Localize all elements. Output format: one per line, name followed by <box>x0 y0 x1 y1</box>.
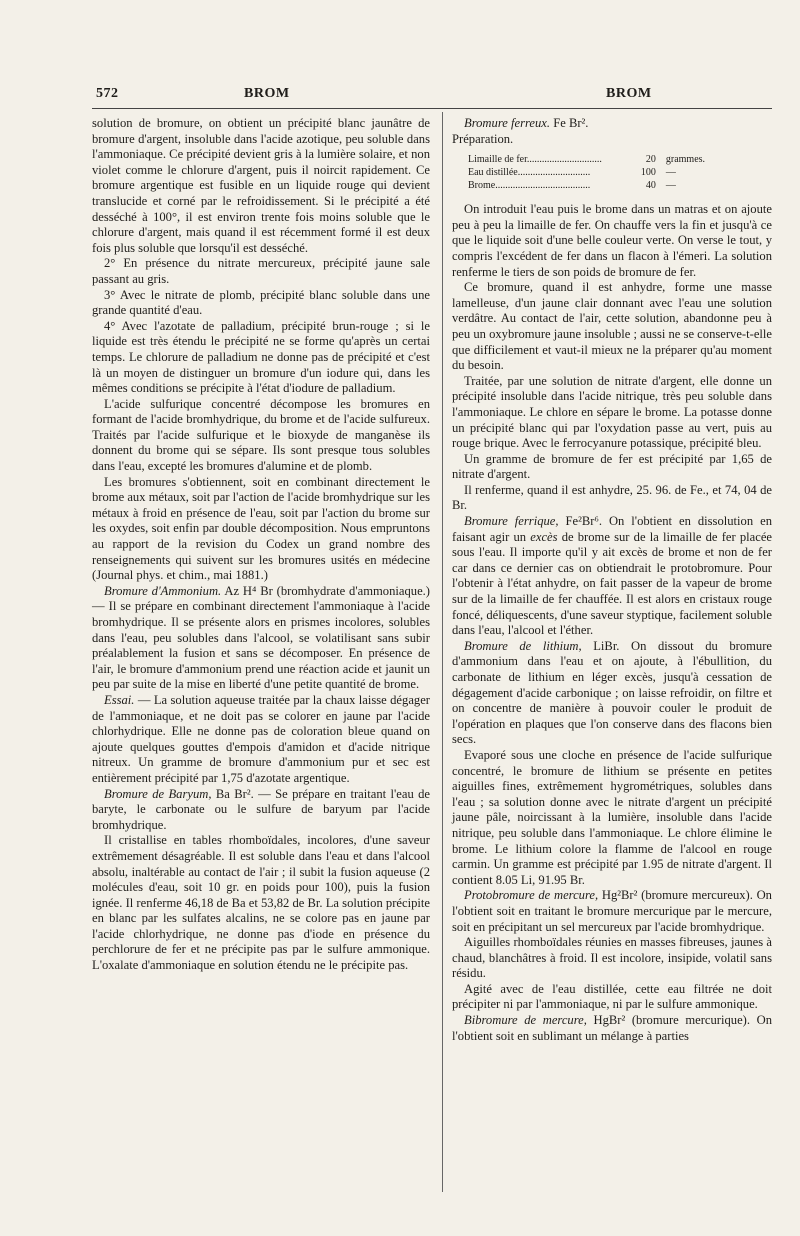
section-text: Hg²Br² (bromure mercureux). On l'obtient soit en traitant le bromure mercurique par le mercure, soit en précipitant un sel mercureux par l'acide bromhydrique. <box>452 888 772 934</box>
section-protobromure <box>452 888 772 935</box>
section-text: Az H⁴ Br (bromhydrate d'ammoniaque.) — Il se prépare en combinant directement l'ammoniaque à l'acide bromhydrique. Il se présente alors en prismes incolores, solubles dans l'eau, peu solubles dans l'alcool, se volatilisant sans subir préalablement la fusion et sans se décomposer. En présence de l'air, le bromure d'ammonium prend une réaction acide et jaunit un peu par suite de la mise en liberté d'une petite quantité de brome. <box>92 583 430 692</box>
preparation-label: Préparation. <box>452 131 514 146</box>
right-column <box>452 116 772 1044</box>
page-number: 572 <box>96 86 119 101</box>
ingredient-name: Brome...................................... <box>468 180 591 192</box>
paragraph: solution de bromure, on obtient un précipité blanc jaunâtre de bromure d'argent, insoluble dans l'acide azotique, peu soluble dans l'ammoniaque. Ce précipité devient gris à la lumière solaire, et non violet comme le chlorure d'argent, puis il noircit rapidement. Ce bromure argentique est fusible en un liquide rouge qui devient translucide et corné par le refroidissement. Si le précipité a été desséché à 100°, il est environ trente fois moins soluble que le chlorure d'argent, mais quand il est récemment formé il est deux fois plus soluble que lorsqu'il est desséché. <box>92 116 430 255</box>
section-text: HgBr² (bromure mercurique). On l'obtient soit en sublimant un mélange à parties <box>452 1013 772 1043</box>
section-text: Ba Br². — Se prépare en traitant l'eau de baryte, le carbonate ou le sulfure de baryum par l'acide bromhydrique. <box>92 786 430 832</box>
preparation-table <box>468 153 709 192</box>
ingredient-name: Eau distillée............................. <box>468 167 591 179</box>
running-title-left: BROM <box>244 86 290 101</box>
section-essai <box>92 693 430 787</box>
left-column <box>92 116 430 974</box>
table-row <box>468 153 709 166</box>
section-title: Bromure de lithium, <box>464 638 582 653</box>
paragraph: Il cristallise en tables rhomboïdales, incolores, d'une saveur extrêmement désagréable. Il est soluble dans l'eau et dans l'alcool absolu, inaltérable au contact de l'air ; il subit la fusion aqueuse (2 molécules d'eau, soit 10 gr. en poids pour 100), puis la fusion ignée. Il renferme 46,18 de Ba et 53,82 de Br. La solution précipite en blanc par les sulfates alcalins, ne se colore pas en jaune par l'acide chlorhydrique, ne donne pas d'iode en présence du perchlorure de fer et ne précipite pas par le sulfure ammonique. L'oxalate d'ammoniaque en solution étendu ne le précipite pas. <box>92 833 430 973</box>
header-rule <box>92 108 772 109</box>
section-text: LiBr. On dissout du bromure d'ammonium dans l'eau et on ajoute, à l'ébullition, du carbonate de lithium en léger excès, jusqu'à cessation de dégagement d'acide carbonique ; on laisse refroidir, on filtre et on concentre de manière à pouvoir couler le produit de l'opération en plaques que l'on conserve dans des flacons bien secs. <box>452 638 773 747</box>
paragraph: Evaporé sous une cloche en présence de l'acide sulfurique concentré, le bromure de lithium se présente en petites aiguilles fines, extrêmement hygrométriques, solubles dans l'eau ; sa solution donne avec le nitrate d'argent un précipité jaune pâle, noircissant à la lumière, insoluble dans l'acide nitrique, peu soluble dans l'ammoniaque. Le chlore élimine le brome. Le lithium colore la flamme de l'alcool en rouge carmin. Un gramme est précipité par 1.95 de nitrate d'argent. Il contient 8.05 Li, 91.95 Br. <box>452 747 772 887</box>
paragraph: L'acide sulfurique concentré décompose les bromures en formant de l'acide bromhydrique, du brome et de l'acide sulfureux. Traités par l'acide sulfurique et le bioxyde de manganèse ils donnent du brome qui se sépare. Ils sont presque tous solubles dans l'eau, excepté les bromures d'alumine et de plomb. <box>92 396 430 474</box>
section-text: — La solution aqueuse traitée par la chaux laisse dégager de l'ammoniaque, et ne doit pas se colorer en jaune par l'acide chlorhydrique. Elle ne donne pas de coloration bleue quand on ajoute quelques gouttes d'empois d'amidon et d'acide nitrique nitreux. Un gramme de bromure d'ammonium pur et sec est entièrement précipité par 1,75 d'azotate argentique. <box>92 692 430 785</box>
paragraph: Ce bromure, quand il est anhydre, forme une masse lamelleuse, d'un jaune clair donnant avec l'eau une solution verdâtre. Au contact de l'air, cette solution, abandonne peu à peu un oxybromure jaune insoluble ; aussi ne se conserve-t-elle que difficilement et vaut-il mieux ne la préparer qu'au moment du besoin. <box>452 280 772 373</box>
section-text: Fe Br². <box>550 116 589 130</box>
section-title: Protobromure de mercure, <box>464 888 599 903</box>
section-baryum <box>92 787 430 834</box>
section-title: Bromure d'Ammonium. <box>104 583 222 598</box>
paragraph: Aiguilles rhomboïdales réunies en masses fibreuses, jaunes à chaud, blanchâtres à froid. Il est incolore, insipide, volatil sans résidu. <box>452 935 772 981</box>
section-bibromure <box>452 1013 772 1044</box>
ingredient-amount: 20 <box>645 154 656 166</box>
ingredient-unit: grammes. <box>665 154 706 166</box>
column-rule <box>442 112 443 1192</box>
paragraph: Un gramme de bromure de fer est précipité par 1,65 de nitrate d'argent. <box>452 451 772 482</box>
section-title: Essai. <box>104 692 135 707</box>
section-ammonium <box>92 584 430 693</box>
paragraph: Il renferme, quand il est anhydre, 25. 96. de Fe., et 74, 04 de Br. <box>452 482 772 513</box>
paragraph: On introduit l'eau puis le brome dans un matras et on ajoute peu à peu la limaille de fer. On chauffe vers la fin et jusqu'à ce que le liquide soit d'une belle couleur verte. On verse le tout, y compris l'excédent de fer dans un flacon à l'émeri. La solution renferme le tiers de son poids de bromure de fer. <box>452 202 772 279</box>
paragraph: Agité avec de l'eau distillée, cette eau filtrée ne doit précipiter ni par l'ammoniaque, ni par le sulfure ammonique. <box>452 981 772 1012</box>
paragraph: Traitée, par une solution de nitrate d'argent, elle donne un précipité insoluble dans l'acide nitrique, très peu soluble dans l'ammoniaque. Le chlore en sépare le brome. La potasse donne un précipité blanc qui par l'oxydation passe au vert, puis au rouge brique. Avec le ferrocyanure potassique, précipité bleu. <box>452 373 772 451</box>
section-text: de brome sur de la limaille de fer placée sous l'eau. Il importe qu'il y ait excès de brome et non de fer car dans ce dernier cas on obtiendrait le protobromure. Pour l'obtenir à l'état anhydre, on fait passer de la vapeur de brome sur de la limaille de fer chauffée. Il est alors en cristaux rouge foncé, déliquescents, d'une saveur styptique, facilement soluble dans l'eau, l'alcool et l'éther. <box>452 529 772 638</box>
section-ferreux <box>452 116 772 132</box>
ingredient-name: Limaille de fer.............................. <box>468 154 602 166</box>
section-ferrique <box>452 514 772 639</box>
table-row <box>468 179 709 192</box>
running-title-right: BROM <box>606 86 652 101</box>
paragraph: Les bromures s'obtiennent, soit en combinant directement le brome aux métaux, soit par l'action de l'acide bromhydrique sur les métaux à froid en présence de l'eau, soit par l'action du brome sur les oxydes, soit enfin par double décomposition. Nous empruntons au rapport de la revision du Codex un grand nombre des renseignements qui suivent sur les bromures usités en médecine (Journal phys. et chim., mai 1881.) <box>92 474 430 583</box>
section-title: Bromure de Baryum, <box>104 786 212 801</box>
ingredient-amount: 40 <box>645 180 656 192</box>
ingredient-unit: — <box>665 180 676 192</box>
section-title: Bromure ferreux. <box>464 116 551 130</box>
section-lithium <box>452 639 772 748</box>
paragraph: 2° En présence du nitrate mercureux, précipité jaune sale passant au gris. <box>92 256 430 286</box>
table-row <box>468 166 709 179</box>
paragraph: 3° Avec le nitrate de plomb, précipité blanc soluble dans une grande quantité d'eau. <box>92 287 430 318</box>
ingredient-amount: 100 <box>640 167 656 179</box>
paragraph: 4° Avec l'azotate de palladium, précipité brun-rouge ; si le liquide est très étendu le précipité ne se forme qu'après un certai temps. Le chlorure de palladium ne donne pas de précipité et c'est là un moyen de distinguer un bromure d'un iodure qui, dans les mêmes conditions se précipite à l'état d'iodure de palladium. <box>92 318 430 396</box>
emphasis: excès <box>530 529 558 544</box>
section-title: Bromure ferrique, <box>464 514 559 529</box>
section-title: Bibromure de mercure, <box>464 1013 587 1028</box>
ingredient-unit: — <box>665 167 676 179</box>
section-text: Fe²Br⁶. On l'obtient en dissolution en faisant agir un <box>452 514 772 544</box>
